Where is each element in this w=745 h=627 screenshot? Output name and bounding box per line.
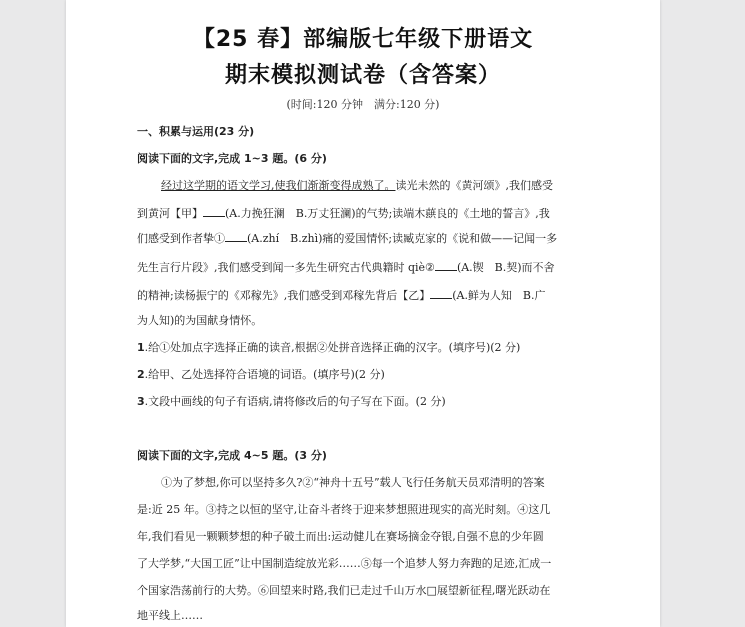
document-page [66,0,660,627]
underlined-sentence: 经过这学期的语文学习,使我们渐渐变得成熟了。 [161,179,396,192]
passage1-line-2 [137,206,589,221]
passage1-line-3 [137,231,589,246]
section1-heading: 一、积累与运用(23 分) [137,125,255,138]
question-3 [137,395,589,409]
passage2-line-5-b: 展望新征程,曙光跃动在 [436,584,551,597]
document-title-line-2: 期末模拟测试卷（含答案） [224,63,501,88]
passage1-line-1-rest: 读光未然的《黄河颂》,我们感受 [395,179,553,192]
passage1-line-1 [137,179,613,193]
passage2-line-2: 是:近 25 年。③持之以恒的坚守,让奋斗者终于迎来梦想照进现实的高光时刻。④这几 [137,503,551,516]
passage2-line-6: 地平线上…… [137,609,203,622]
passage1-line-3-a: 们感受到作者挚① [137,232,225,245]
question-1-number: 1 [137,341,145,354]
question-2 [137,368,589,382]
passage2-line-5 [137,584,589,598]
passage1-line-5-a: 的精神;读杨振宁的《邓稼先》,我们感受到邓稼先背后【乙】 [137,289,431,302]
passage1-instruction: 阅读下面的文字,完成 1~3 题。(6 分) [137,152,327,165]
blank-2[interactable] [435,260,457,271]
passage1-line-3-b: (A.zhí B.zhì)痛的爱国情怀;读臧克家的《说和做——记闻一多 [247,232,558,245]
punctuation-box[interactable]: □ [426,584,437,597]
document-title-line-1: 【25 春】部编版七年级下册语文 [192,27,534,52]
question-1 [137,341,589,355]
passage1-line-2-a: 到黄河【甲】 [137,207,203,220]
exam-info: (时间:120 分钟 满分:120 分) [286,98,440,111]
passage1-line-4-b: (A.锲 B.契)而不舍 [456,261,555,274]
passage2-line-5-a: 个国家浩荡前行的大势。⑥回望来时路,我们已走过千山万水 [137,584,427,597]
passage2-line-1: ①为了梦想,你可以坚持多久?②“神舟十五号”载人飞行任务航天员邓清明的答案 [161,476,545,489]
blank-yi[interactable] [430,288,452,299]
passage1-line-5-b: (A.鲜为人知 B.广 [452,289,546,302]
passage1-line-4-a: 先生言行片段》,我们感受到闻一多先生研究古代典籍时 qiè② [137,261,435,274]
passage1-line-6: 为人知)的为国献身情怀。 [137,314,263,327]
passage1-line-5 [137,288,589,303]
passage2-line-4: 了大学梦,“大国工匠”让中国制造绽放光彩……⑤每一个追梦人努力奔跑的足迹,汇成一 [137,557,552,570]
question-3-text: .文段中画线的句子有语病,请将修改后的句子写在下面。(2 分) [144,395,446,408]
question-2-number: 2 [137,368,145,381]
passage2-instruction: 阅读下面的文字,完成 4~5 题。(3 分) [137,449,327,462]
blank-1[interactable] [225,231,247,242]
passage1-line-2-b: (A.力挽狂澜 B.万丈狂澜)的气势;读端木蕻良的《土地的誓言》,我 [225,207,550,220]
passage2-line-3: 年,我们看见一颗颗梦想的种子破土而出:运动健儿在赛场摘金夺银,自强不息的少年圆 [137,530,544,543]
question-2-text: .给甲、乙处选择符合语境的词语。(填序号)(2 分) [144,368,385,381]
question-3-number: 3 [137,395,145,408]
blank-jia[interactable] [203,206,225,217]
passage1-line-4 [137,260,589,275]
question-1-text: .给①处加点字选择正确的读音,根据②处拼音选择正确的汉字。(填序号)(2 分) [144,341,521,354]
